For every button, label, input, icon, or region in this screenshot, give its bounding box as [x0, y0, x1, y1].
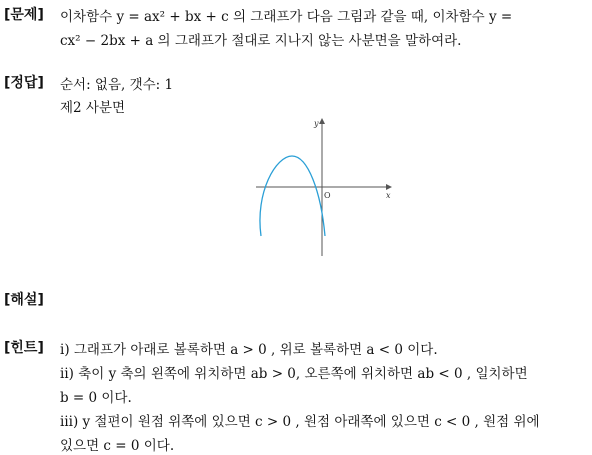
- answer-line-1: 순서: 없음, 갯수: 1: [60, 77, 174, 93]
- explanation-tag: [해설]: [4, 292, 44, 308]
- problem-line-2: cx² − 2bx + a 의 그래프가 절대로 지나지 않는 사분면을 말하여라.: [60, 33, 462, 49]
- origin-label: O: [324, 191, 331, 200]
- x-axis-label: x: [386, 191, 391, 200]
- parabola-curve: [260, 156, 325, 236]
- hint-line-1: ⅰ) 그래프가 아래로 볼록하면 a > 0 , 위로 볼록하면 a < 0 이다.: [60, 342, 438, 358]
- hint-line-4: ⅲ) y 절편이 원점 위쪽에 있으면 c > 0 , 원점 아래쪽에 있으면 c < 0 , 원점 위에: [60, 414, 540, 430]
- hint-line-3: b = 0 이다.: [60, 390, 132, 406]
- hint-line-5: 있으면 c = 0 이다.: [60, 438, 175, 454]
- parabola-graph: [248, 112, 398, 260]
- x-axis-arrow: [386, 184, 392, 190]
- y-axis-arrow: [319, 118, 325, 124]
- problem-line-1: 이차함수 y = ax² + bx + c 의 그래프가 다음 그림과 같을 때, 이차함수 y =: [60, 9, 513, 25]
- problem-tag: [문제]: [4, 7, 44, 23]
- y-axis-label: y: [314, 119, 319, 128]
- hint-line-2: ⅱ) 축이 y 축의 왼쪽에 위치하면 ab > 0, 오른쪽에 위치하면 ab < 0 , 일치하면: [60, 366, 528, 382]
- hint-tag: [힌트]: [4, 340, 44, 356]
- answer-tag: [정답]: [4, 75, 44, 91]
- answer-line-2: 제2 사분면: [60, 100, 126, 116]
